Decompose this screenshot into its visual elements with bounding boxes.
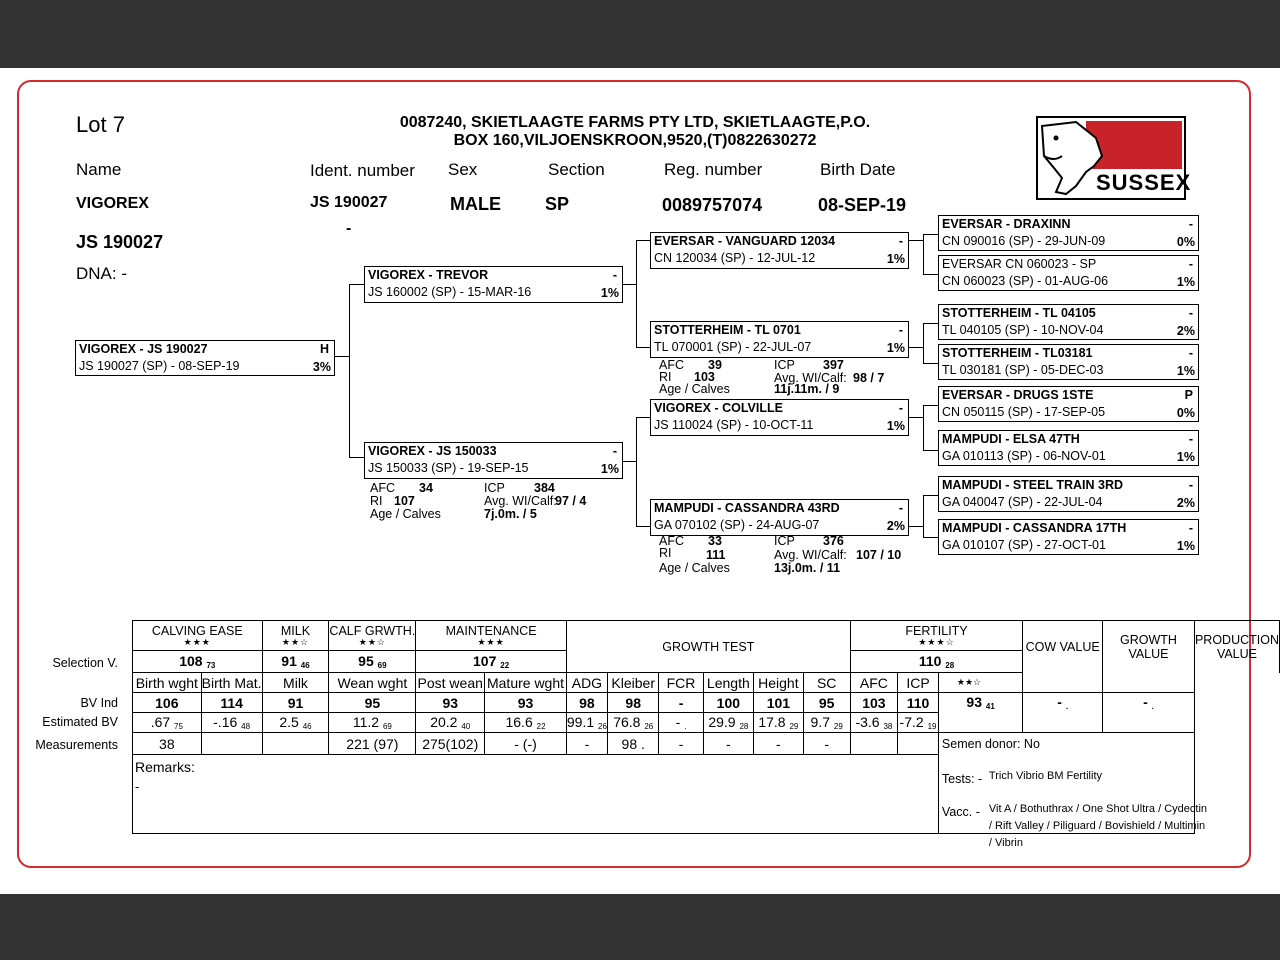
- ds-detail: JS 110024 (SP) - 10-OCT-11: [654, 418, 814, 432]
- gg3-pct: 2%: [1176, 324, 1195, 338]
- bv-index-cell: 106: [133, 693, 202, 713]
- empty-cell: [1103, 673, 1195, 693]
- column-header: Height: [754, 673, 803, 693]
- heading-birth: Birth Date: [820, 160, 896, 179]
- measurement-cell: [898, 733, 939, 755]
- remarks-label: Remarks:: [135, 759, 195, 775]
- sire-detail: JS 160002 (SP) - 15-MAR-16: [368, 285, 532, 299]
- subject-pct: 3%: [312, 360, 331, 374]
- bv-index-cell: 101: [754, 693, 803, 713]
- column-header: Mature wght: [485, 673, 567, 693]
- cow-value-sub: 41: [985, 702, 995, 712]
- row-label-ebv: Estimated BV: [42, 715, 118, 729]
- connector: [908, 347, 923, 348]
- dam-age: 7j.0m. / 5: [484, 507, 537, 521]
- heading-reg: Reg. number: [664, 160, 763, 179]
- connector: [923, 234, 924, 274]
- gg1-flag: -: [1188, 217, 1193, 231]
- dam-icp: 384: [534, 481, 555, 495]
- production-value-sub: .: [1151, 702, 1154, 712]
- dd-pct: 2%: [886, 519, 905, 533]
- connector: [636, 347, 650, 348]
- semen-donor: Semen donor: No: [938, 733, 1194, 755]
- ds-name: VIGOREX - COLVILLE: [654, 401, 783, 415]
- ebv-value: 99.1: [566, 714, 595, 730]
- connector: [636, 240, 637, 347]
- dd-icp-label: ICP: [774, 534, 795, 548]
- estimated-bv-cell: [133, 713, 202, 733]
- bv-index-cell: 98: [607, 693, 659, 713]
- gg8-pct: 1%: [1176, 539, 1195, 553]
- measurement-cell: -: [803, 733, 850, 755]
- subject-detail: JS 190027 (SP) - 08-SEP-19: [79, 359, 240, 373]
- row-label-measurements: Measurements: [35, 738, 118, 752]
- ss-pct: 1%: [886, 252, 905, 266]
- column-header: ICP: [898, 673, 939, 693]
- measurement-cell: -: [566, 733, 607, 755]
- measurement-cell: [262, 733, 329, 755]
- group-milk: MILK ★★☆: [262, 621, 329, 651]
- certificate-page: [0, 68, 1280, 894]
- bv-index-cell: -: [659, 693, 703, 713]
- gg6-detail: GA 010113 (SP) - 06-NOV-01: [942, 449, 1106, 463]
- ebv-accuracy: 29: [789, 722, 799, 731]
- dam-ri: 107: [394, 494, 415, 508]
- ds-flag: -: [898, 401, 903, 415]
- estimated-bv-cell: [703, 713, 754, 733]
- dam-ri-label: RI: [370, 494, 383, 508]
- dd-flag: -: [898, 501, 903, 515]
- bv-index-cell: 114: [201, 693, 262, 713]
- column-header: Birth wght: [133, 673, 202, 693]
- connector: [349, 457, 364, 458]
- group-production-value: PRODUCTION VALUE: [1194, 621, 1279, 673]
- group-fertility: FERTILITY ★★★☆: [850, 621, 1023, 651]
- empty-cell: [1023, 713, 1103, 733]
- column-header: Kleiber: [607, 673, 659, 693]
- gg2-name: EVERSAR CN 060023 - SP: [942, 257, 1097, 271]
- measurement-cell: -: [659, 733, 703, 755]
- dna-status: DNA: -: [76, 264, 127, 283]
- stars-calf: ★★☆: [358, 637, 386, 647]
- pedigree-sire: [364, 266, 623, 303]
- column-header: FCR: [659, 673, 703, 693]
- production-value: [1103, 693, 1195, 713]
- connector: [923, 323, 924, 363]
- ebv-accuracy: 75: [174, 722, 183, 731]
- gg4-flag: -: [1188, 346, 1193, 360]
- ebv-accuracy: 48: [241, 722, 251, 731]
- growth-value: [1023, 693, 1103, 713]
- connector: [636, 417, 637, 526]
- bv-index-cell: 103: [850, 693, 897, 713]
- gg5-name: EVERSAR - DRUGS 1STE: [942, 388, 1094, 402]
- connector: [923, 450, 938, 451]
- bv-index-cell: 95: [329, 693, 416, 713]
- pedigree-dam-sire: [650, 399, 909, 436]
- sire-name: VIGOREX - TREVOR: [368, 268, 489, 282]
- dd-afc-label: AFC: [659, 534, 684, 548]
- column-header: SC: [803, 673, 850, 693]
- gg5-pct: 0%: [1176, 406, 1195, 420]
- group-growth-value: GROWTH VALUE: [1103, 621, 1195, 673]
- vacc-line: / Vibrin: [988, 836, 1023, 849]
- gg1-name: EVERSAR - DRAXINN: [942, 217, 1071, 231]
- column-header: Wean wght: [329, 673, 416, 693]
- lot-number: Lot 7: [76, 112, 125, 137]
- connector: [908, 417, 923, 418]
- connector: [622, 284, 636, 285]
- estimated-bv-cell: [329, 713, 416, 733]
- ebv-value: -: [675, 714, 681, 730]
- subject-flag: H: [319, 342, 329, 356]
- measurement-cell: 98 .: [607, 733, 659, 755]
- gg7-name: MAMPUDI - STEEL TRAIN 3RD: [942, 478, 1124, 492]
- stars-milk: ★★☆: [281, 637, 310, 647]
- group-calving-ease: CALVING EASE ★★★: [133, 621, 263, 651]
- pedigree-dam: [364, 442, 623, 479]
- pedigree-dam-dam: [650, 499, 909, 536]
- cow-value-main: 93: [966, 694, 982, 711]
- bv-index-cell: 93: [416, 693, 485, 713]
- heading-section: Section: [548, 160, 605, 179]
- dam-wi-label: Avg. WI/Calf:: [484, 494, 557, 508]
- sd-age: 11j.11m. / 9: [774, 382, 840, 396]
- gg2-flag: -: [1188, 257, 1193, 271]
- ebv-value: .67: [150, 714, 171, 730]
- selection-fert: 110 28: [850, 651, 1023, 673]
- sd-pct: 1%: [886, 341, 905, 355]
- connector: [923, 405, 938, 406]
- measurement-cell: - (-): [485, 733, 567, 755]
- gg2-detail: CN 060023 (SP) - 01-AUG-06: [942, 274, 1109, 288]
- estimated-bv-cell: [485, 713, 567, 733]
- gg6-flag: -: [1188, 432, 1193, 446]
- growth-value-main: -: [1057, 694, 1062, 711]
- sd-wi: 98 / 7: [853, 371, 885, 385]
- gg8-detail: GA 010107 (SP) - 27-OCT-01: [942, 538, 1106, 552]
- pedigree-gg-7: [938, 476, 1199, 512]
- estimated-bv-cell: [566, 713, 607, 733]
- connector: [923, 274, 938, 275]
- gg1-pct: 0%: [1176, 235, 1195, 249]
- connector: [908, 240, 923, 241]
- production-value-main: -: [1143, 694, 1148, 711]
- remarks-text: -: [135, 779, 140, 794]
- animal-ident-dash: -: [346, 220, 352, 237]
- gg4-detail: TL 030181 (SP) - 05-DEC-03: [942, 363, 1104, 377]
- estimated-bv-cell: [201, 713, 262, 733]
- measurement-cell: -: [703, 733, 754, 755]
- ebv-value: 9.7: [810, 714, 830, 730]
- ebv-accuracy: .: [684, 722, 687, 731]
- measurement-cell: [850, 733, 897, 755]
- ebv-accuracy: 40: [461, 722, 471, 731]
- connector: [923, 234, 938, 235]
- ss-flag: -: [898, 234, 903, 248]
- ebv-accuracy: 28: [739, 722, 749, 731]
- gg7-pct: 2%: [1176, 496, 1195, 510]
- dd-detail: GA 070102 (SP) - 24-AUG-07: [654, 518, 820, 532]
- animal-name: VIGOREX: [76, 195, 149, 212]
- dam-icp-label: ICP: [484, 481, 505, 495]
- dd-ri-label: RI: [659, 546, 672, 560]
- breeder-line-2: BOX 160,VILJOENSKROON,9520,(T)0822630272: [453, 132, 817, 149]
- row-label-selection: Selection V.: [52, 656, 118, 670]
- ebv-accuracy: 26: [598, 722, 607, 731]
- gg5-flag: P: [1184, 388, 1193, 402]
- dam-afc: 34: [419, 481, 433, 495]
- ebv-accuracy: 46: [302, 722, 312, 731]
- estimated-bv-cell: [607, 713, 659, 733]
- dd-icp: 376: [823, 534, 844, 548]
- column-header: Post wean: [417, 674, 483, 691]
- row-label-bvind: BV Ind: [80, 696, 118, 710]
- gg6-pct: 1%: [1176, 450, 1195, 464]
- dd-wi-label: Avg. WI/Calf:: [774, 548, 847, 562]
- vacc-line: Vit A / Bothuthrax / One Shot Ultra / Cydectin: [988, 802, 1207, 815]
- ebv-accuracy: 69: [382, 722, 392, 731]
- dam-afc-label: AFC: [370, 481, 395, 495]
- empty-cell: [1023, 673, 1103, 693]
- heading-name: Name: [76, 160, 122, 179]
- bv-index-cell: 95: [803, 693, 850, 713]
- subject-name: VIGOREX - JS 190027: [79, 342, 208, 356]
- sd-ri: 103: [694, 370, 715, 384]
- vacc-line: / Rift Valley / Piliguard / Bovishield / Multimin: [988, 819, 1206, 832]
- ebv-accuracy: 38: [883, 722, 893, 731]
- ebv-value: 29.9: [708, 714, 736, 730]
- connector: [636, 240, 650, 241]
- estimated-bv-row: [133, 713, 1280, 733]
- column-header-row: [133, 673, 1280, 693]
- dd-age: 13j.0m. / 11: [774, 561, 841, 575]
- cow-value-stars: ★★☆: [938, 673, 1022, 693]
- heading-ident: Ident. number: [310, 161, 415, 180]
- measurement-cell: 38: [133, 733, 202, 755]
- ebv-value: 17.8: [758, 714, 786, 730]
- ebv-accuracy: 26: [644, 722, 654, 731]
- pedigree-gg-2: [938, 255, 1199, 291]
- connector: [923, 323, 938, 324]
- sd-ri-label: RI: [659, 370, 672, 384]
- selection-calving: 108 73: [133, 651, 263, 673]
- group-growth-test: GROWTH TEST: [566, 621, 850, 673]
- pedigree-gg-4: [938, 344, 1199, 380]
- sd-afc-label: AFC: [659, 358, 684, 372]
- gg7-flag: -: [1188, 478, 1193, 492]
- ss-detail: CN 120034 (SP) - 12-JUL-12: [654, 251, 816, 265]
- gg5-detail: CN 050115 (SP) - 17-SEP-05: [942, 405, 1106, 419]
- estimated-bv-cell: [754, 713, 803, 733]
- ebv-value: 2.5: [279, 714, 299, 730]
- gg1-detail: CN 090016 (SP) - 29-JUN-09: [942, 234, 1106, 248]
- dd-wi: 107 / 10: [856, 548, 902, 562]
- column-header: ADG: [566, 673, 607, 693]
- bv-index-row: [133, 693, 1280, 713]
- sd-name: STOTTERHEIM - TL 0701: [654, 323, 801, 337]
- tests-label: Tests: -: [941, 771, 983, 786]
- connector: [334, 356, 349, 357]
- ds-pct: 1%: [886, 419, 905, 433]
- estimated-bv-cell: [803, 713, 850, 733]
- vacc-value: [989, 801, 1207, 852]
- pedigree-subject: [75, 340, 335, 376]
- heading-sex: Sex: [448, 160, 478, 179]
- sd-icp-label: ICP: [774, 358, 795, 372]
- sd-wi-label: Avg. WI/Calf:: [774, 371, 847, 385]
- column-header: Length: [703, 673, 754, 693]
- dd-afc: 33: [708, 534, 722, 548]
- column-header: Milk: [262, 673, 329, 693]
- dam-flag: -: [612, 444, 617, 458]
- connector: [349, 284, 350, 457]
- gg8-name: MAMPUDI - CASSANDRA 17TH: [942, 521, 1127, 535]
- connector: [622, 461, 636, 462]
- bv-index-cell: 93: [485, 693, 567, 713]
- ebv-value: -3.6: [855, 714, 880, 730]
- empty-cell: [938, 713, 1022, 733]
- dd-name: MAMPUDI - CASSANDRA 43RD: [654, 501, 840, 515]
- column-header: AFC: [850, 673, 897, 693]
- animal-birth: 08-SEP-19: [818, 195, 907, 215]
- empty-cell: [1103, 713, 1195, 733]
- measurement-cell: [201, 733, 262, 755]
- estimated-bv-cell: [659, 713, 703, 733]
- connector: [923, 537, 938, 538]
- dam-pct: 1%: [600, 462, 619, 476]
- bv-index-cell: 98: [566, 693, 607, 713]
- sd-icp: 397: [823, 358, 844, 372]
- connector: [349, 284, 364, 285]
- animal-sex: MALE: [450, 194, 501, 214]
- dam-name: VIGOREX - JS 150033: [368, 444, 497, 458]
- breeder-line-1: 0087240, SKIETLAAGTE FARMS PTY LTD, SKIETLAAGTE,P.O.: [399, 114, 871, 131]
- bv-index-cell: 91: [262, 693, 329, 713]
- measurement-cell: 275(102): [416, 733, 485, 755]
- dd-ri: 111: [706, 548, 726, 562]
- pedigree-gg-8: [938, 519, 1199, 555]
- gg8-flag: -: [1188, 521, 1193, 535]
- estimated-bv-cell: [262, 713, 329, 733]
- gg6-name: MAMPUDI - ELSA 47TH: [942, 432, 1080, 446]
- stars-calving: ★★★: [183, 637, 211, 647]
- dam-age-label: Age / Calves: [370, 507, 441, 521]
- connector: [923, 363, 938, 364]
- ebv-value: 16.6: [505, 714, 533, 730]
- animal-ident: JS 190027: [310, 194, 388, 211]
- connector: [923, 495, 938, 496]
- ebv-accuracy: 19: [927, 722, 937, 731]
- selection-milk: 91 46: [262, 651, 329, 673]
- estimated-bv-cell: [850, 713, 897, 733]
- pedigree-gg-1: [938, 215, 1199, 251]
- sussex-logo: [1036, 116, 1192, 200]
- pedigree-sire-dam: [650, 321, 909, 358]
- connector: [636, 417, 650, 418]
- stars-fert: ★★★☆: [918, 637, 955, 647]
- ss-name: EVERSAR - VANGUARD 12034: [654, 234, 836, 248]
- sire-pct: 1%: [600, 286, 619, 300]
- estimated-bv-cell: [898, 713, 939, 733]
- tests-value: Trich Vibrio BM Fertility: [988, 769, 1102, 782]
- group-calf-growth: CALF GRWTH. ★★☆: [329, 621, 416, 651]
- ebv-accuracy: 22: [536, 722, 546, 731]
- measurement-cell: 221 (97): [329, 733, 416, 755]
- pedigree-gg-6: [938, 430, 1199, 466]
- sd-afc: 39: [708, 358, 722, 372]
- sd-flag: -: [898, 323, 903, 337]
- sd-age-label: Age / Calves: [659, 382, 730, 396]
- gg3-flag: -: [1188, 306, 1193, 320]
- remarks-side-cell: [938, 755, 1207, 849]
- dd-age-label: Age / Calves: [659, 561, 730, 575]
- connector: [923, 405, 924, 450]
- ebv-value: -7.2: [899, 714, 924, 730]
- gg3-detail: TL 040105 (SP) - 10-NOV-04: [942, 323, 1104, 337]
- selection-maint: 107 22: [416, 651, 567, 673]
- bv-index-cell: 110: [898, 693, 939, 713]
- growth-value-sub: .: [1065, 702, 1069, 712]
- gg4-name: STOTTERHEIM - TL03181: [942, 346, 1093, 360]
- gg7-detail: GA 040047 (SP) - 22-JUL-04: [942, 495, 1103, 509]
- group-maintenance: MAINTENANCE ★★★: [416, 621, 567, 651]
- measurements-row: [133, 733, 1280, 755]
- dam-wi: 97 / 4: [555, 494, 587, 508]
- connector: [923, 495, 924, 537]
- logo-text: SUSSEX: [1096, 170, 1192, 195]
- measurement-cell: -: [754, 733, 803, 755]
- vacc-label: Vacc. -: [941, 804, 980, 819]
- gg2-pct: 1%: [1176, 275, 1195, 289]
- group-cow-value: COW VALUE: [1023, 621, 1103, 673]
- stars-maint: ★★★: [477, 637, 505, 647]
- animal-reg: 0089757074: [662, 195, 763, 215]
- ebv-value: 20.2: [430, 714, 458, 730]
- connector: [636, 526, 650, 527]
- cow-value: [938, 693, 1022, 713]
- ebv-value: 11.2: [352, 714, 380, 730]
- animal-section: SP: [545, 194, 570, 214]
- remarks-cell: [133, 755, 939, 834]
- ebv-value: 76.8: [613, 714, 641, 730]
- dam-detail: JS 150033 (SP) - 19-SEP-15: [368, 461, 529, 475]
- connector: [908, 526, 923, 527]
- column-header: Birth Mat.: [201, 674, 262, 691]
- pedigree-gg-3: [938, 304, 1199, 340]
- sire-flag: -: [612, 268, 617, 282]
- pedigree-gg-5: [938, 386, 1199, 422]
- estimated-bv-cell: [416, 713, 485, 733]
- gg4-pct: 1%: [1176, 364, 1195, 378]
- animal-ident-big: JS 190027: [76, 232, 164, 252]
- ebv-value: -.16: [213, 714, 238, 730]
- ebv-accuracy: 29: [833, 722, 843, 731]
- bv-index-cell: 100: [703, 693, 754, 713]
- sd-detail: TL 070001 (SP) - 22-JUL-07: [654, 340, 812, 354]
- selection-calf: 95 69: [329, 651, 416, 673]
- pedigree-sire-sire: [650, 232, 909, 269]
- gg3-name: STOTTERHEIM - TL 04105: [942, 306, 1096, 320]
- breeding-values-table: [132, 620, 1280, 849]
